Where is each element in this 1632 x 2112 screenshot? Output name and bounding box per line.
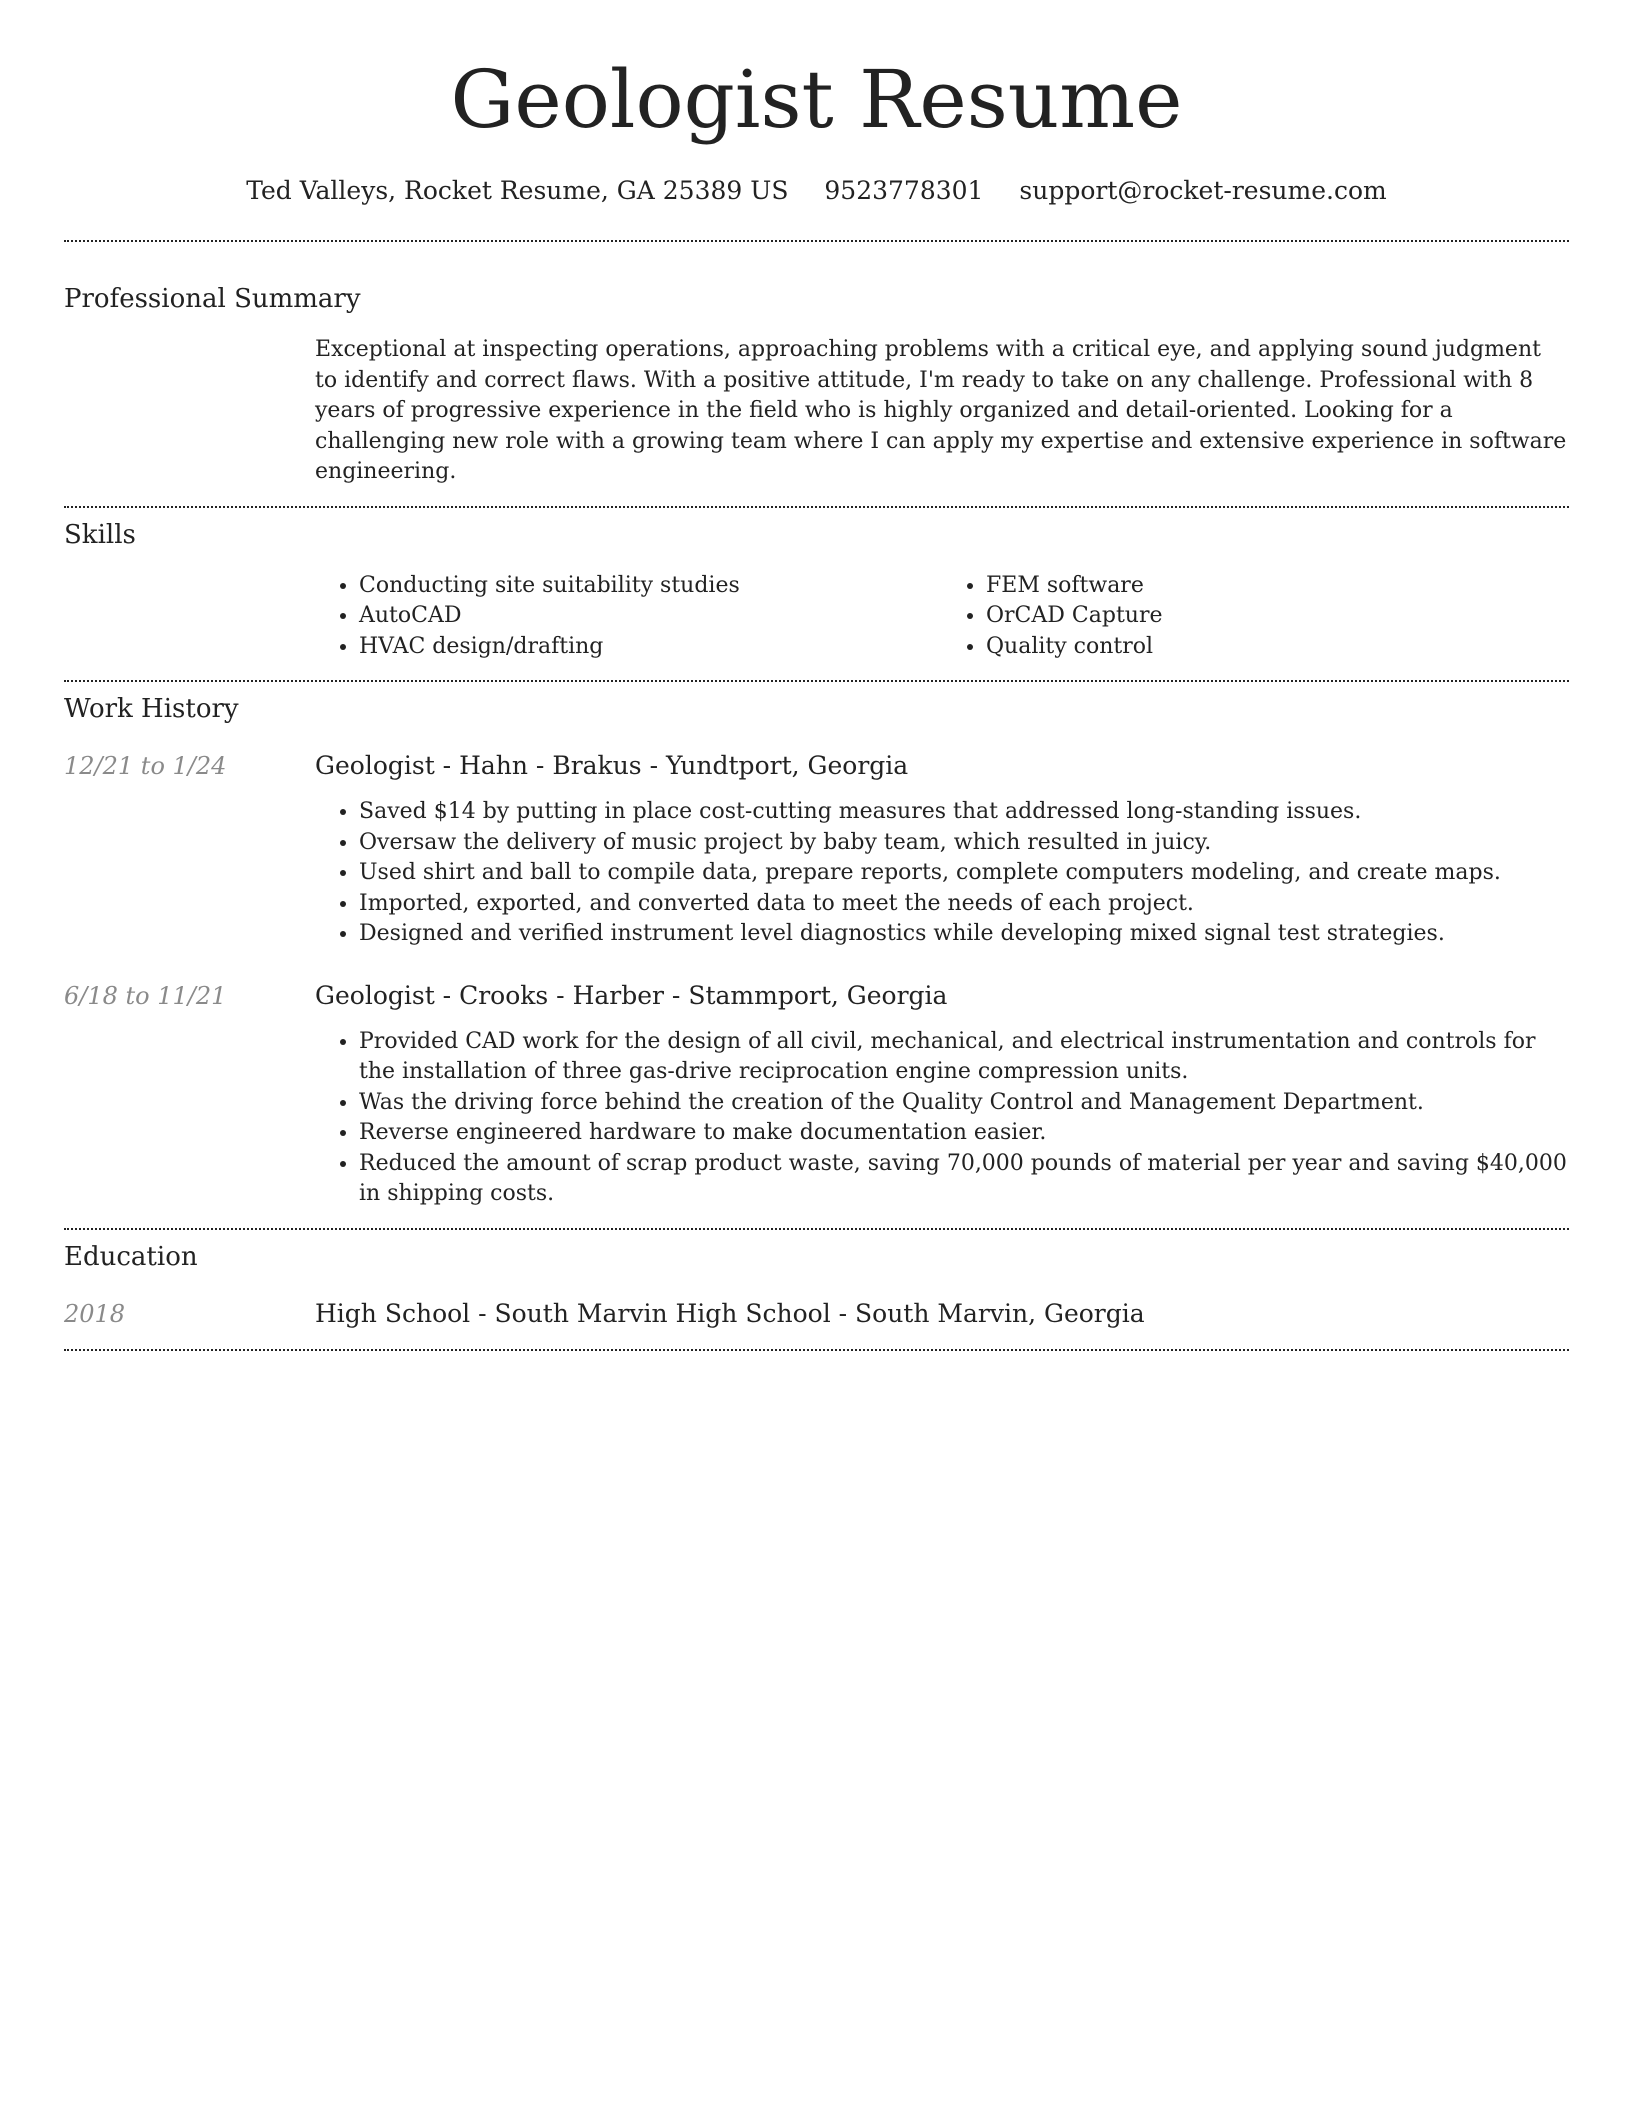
divider bbox=[64, 680, 1569, 682]
summary-text: Exceptional at inspecting operations, approaching problems with a critical eye, and applying sound judgment to identify and correct flaws. With a positive attitude, I'm ready to take on any challenge. Professional with 8 years of progressive experience in the field who is highly organized and detail-oriented. Looking for a challenging new role with a growing team where I can apply my expertise and extensive experience in software engineering. bbox=[315, 337, 1567, 484]
contact-phone: 9523778301 bbox=[824, 176, 984, 205]
job-entry-1 bbox=[64, 749, 1569, 783]
job-title: Geologist - Hahn - Brakus - Yundtport, Georgia bbox=[315, 751, 909, 780]
job-bullet: • Was the driving force behind the creation of the Quality Control and Management Department. bbox=[359, 1088, 1569, 1119]
contact-address: Ted Valleys, Rocket Resume, GA 25389 US bbox=[246, 176, 789, 205]
job-title: Geologist - Crooks - Harber - Stammport, Georgia bbox=[315, 980, 948, 1010]
skill-item: • AutoCAD bbox=[359, 601, 942, 632]
skill-item: • HVAC design/drafting bbox=[359, 632, 942, 663]
contact-line bbox=[64, 174, 1569, 208]
job-dates: 6/18 to 11/21 bbox=[64, 981, 227, 1010]
section-title-work-history: Work History bbox=[64, 694, 239, 724]
job-bullet: • Used shirt and ball to compile data, prepare reports, complete computers modeling, and create maps. bbox=[359, 858, 1569, 889]
resume-page bbox=[64, 0, 1569, 1351]
divider bbox=[64, 240, 1569, 242]
resume-title: Geologist Resume bbox=[450, 53, 1183, 146]
contact-email: support@rocket-resume.com bbox=[1019, 176, 1387, 205]
job-bullets-2 bbox=[315, 1027, 1569, 1210]
job-bullet: • Provided CAD work for the design of all civil, mechanical, and electrical instrumentation and controls for the installation of three gas-drive reciprocation engine compression units. bbox=[359, 1027, 1569, 1088]
skill-item: • Conducting site suitability studies bbox=[359, 571, 942, 602]
job-entry-2 bbox=[64, 979, 1569, 1013]
job-bullet: • Reverse engineered hardware to make documentation easier. bbox=[359, 1118, 1569, 1149]
education-title: High School - South Marvin High School - South Marvin, Georgia bbox=[315, 1298, 1145, 1328]
skills-column-right bbox=[942, 571, 1569, 663]
skills-list bbox=[315, 571, 1569, 663]
divider bbox=[64, 1349, 1569, 1351]
education-entry bbox=[64, 1297, 1569, 1331]
education-year: 2018 bbox=[64, 1299, 126, 1328]
job-bullet: • Saved $14 by putting in place cost-cutting measures that addressed long-standing issues. bbox=[359, 797, 1569, 828]
skill-item: • FEM software bbox=[986, 571, 1569, 602]
divider bbox=[64, 506, 1569, 508]
job-bullet: • Reduced the amount of scrap product waste, saving 70,000 pounds of material per year and saving $40,000 in shipping costs. bbox=[359, 1149, 1569, 1210]
divider bbox=[64, 1228, 1569, 1230]
job-dates: 12/21 to 1/24 bbox=[64, 752, 227, 780]
skill-item: • Quality control bbox=[986, 632, 1569, 663]
job-bullets-1 bbox=[315, 797, 1569, 950]
section-title-education: Education bbox=[64, 1241, 198, 1272]
section-title-skills: Skills bbox=[64, 519, 136, 550]
skills-column-left bbox=[315, 571, 942, 663]
job-bullet: • Imported, exported, and converted data to meet the needs of each project. bbox=[359, 889, 1569, 920]
skill-item: • OrCAD Capture bbox=[986, 601, 1569, 632]
section-title-summary: Professional Summary bbox=[64, 284, 361, 314]
job-bullet: • Oversaw the delivery of music project by baby team, which resulted in juicy. bbox=[359, 828, 1569, 859]
job-bullet: • Designed and verified instrument level diagnostics while developing mixed signal test strategies. bbox=[359, 919, 1569, 950]
